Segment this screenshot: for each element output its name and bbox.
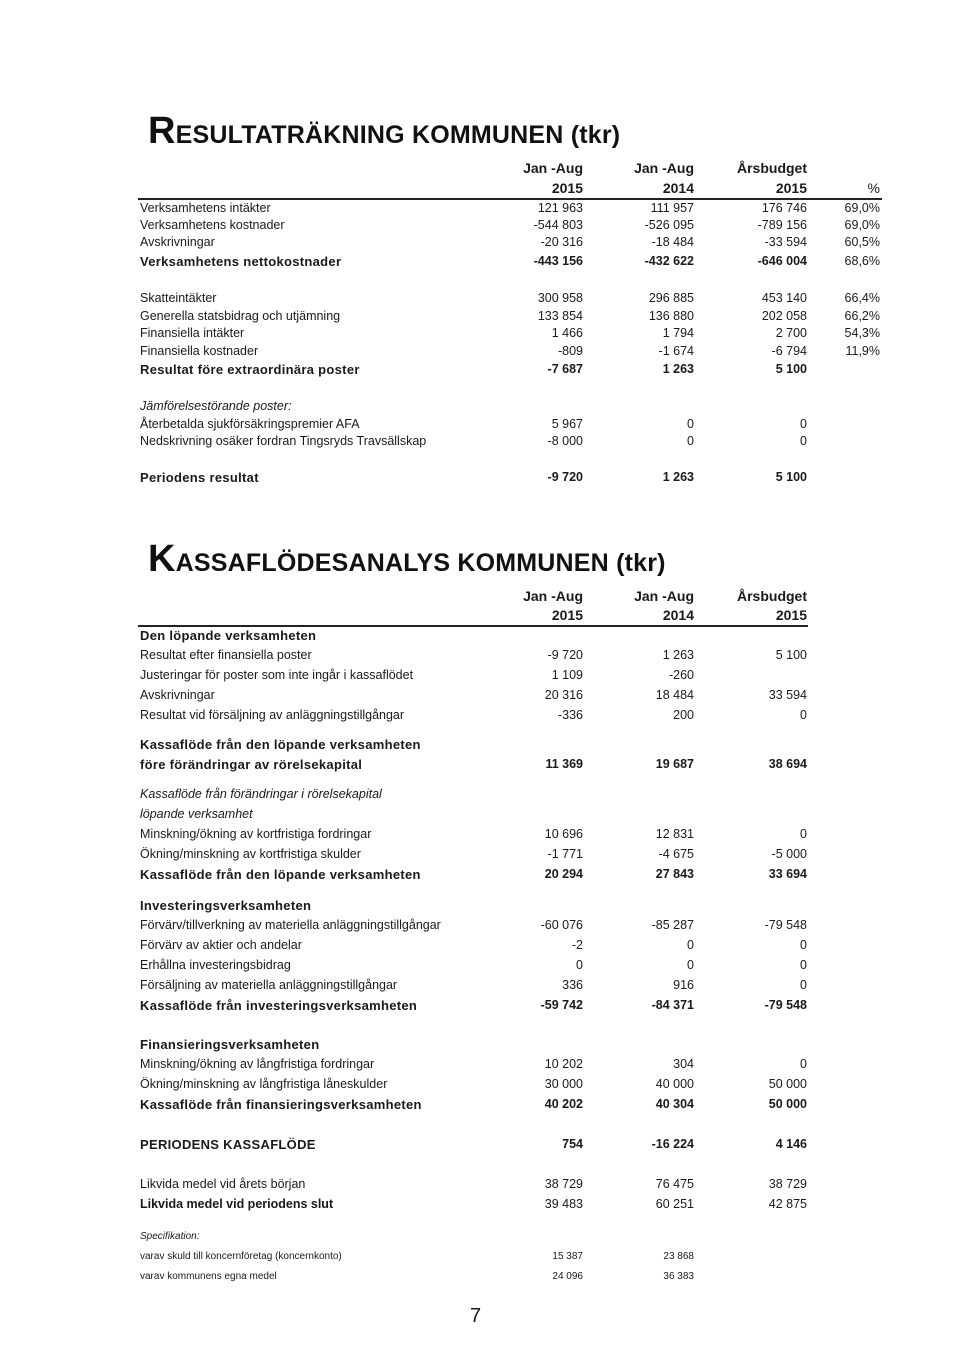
table-cell: 0 xyxy=(687,417,694,431)
resultat-col3-header-year: 2015 xyxy=(775,180,807,196)
table-cell: 40 000 xyxy=(655,1077,694,1091)
resultat-title-rest: ESULTATRÄKNING KOMMUNEN (tkr) xyxy=(175,121,621,149)
table-cell: -5 000 xyxy=(771,847,807,861)
table-row-label: Minskning/ökning av långfristiga fordringar xyxy=(140,1057,375,1071)
table-cell: -336 xyxy=(557,708,583,722)
table-cell: 40 304 xyxy=(655,1097,694,1111)
table-cell: 304 xyxy=(673,1057,694,1071)
table-cell: 30 000 xyxy=(544,1077,583,1091)
table-cell: 20 316 xyxy=(544,688,583,702)
table-row-label: Generella statsbidrag och utjämning xyxy=(140,309,341,323)
table-cell: 916 xyxy=(673,978,694,992)
table-cell: 38 694 xyxy=(768,757,807,771)
table-cell: 300 958 xyxy=(537,291,583,305)
table-cell: 69,0% xyxy=(844,218,880,232)
table-cell: 33 594 xyxy=(768,688,807,702)
table-cell: 0 xyxy=(687,958,694,972)
table-cell: 1 794 xyxy=(662,326,694,340)
table-cell: 69,0% xyxy=(844,201,880,215)
table-row-label: Verksamhetens intäkter xyxy=(140,201,271,215)
table-cell: 5 100 xyxy=(775,470,807,484)
table-cell: -544 803 xyxy=(533,218,583,232)
table-cell: -260 xyxy=(668,668,694,682)
kassa-col2-header-top: Jan -Aug xyxy=(634,588,694,604)
table-cell: 18 484 xyxy=(655,688,694,702)
table-cell: 11 369 xyxy=(545,757,583,771)
table-cell: -1 674 xyxy=(658,344,694,358)
table-cell: 4 146 xyxy=(775,1137,807,1151)
table-cell: 23 868 xyxy=(663,1251,694,1262)
table-row-label: Resultat efter finansiella poster xyxy=(140,648,312,662)
kassa-col1-header-year: 2015 xyxy=(551,607,583,623)
table-row-label: Den löpande verksamheten xyxy=(140,628,317,643)
table-cell: 40 202 xyxy=(544,1097,583,1111)
table-cell: 0 xyxy=(800,978,807,992)
resultat-col2-header-top: Jan -Aug xyxy=(634,160,694,176)
table-cell: 1 263 xyxy=(662,362,694,376)
table-cell: 0 xyxy=(800,1057,807,1071)
table-cell: -526 095 xyxy=(644,218,694,232)
table-cell: -85 287 xyxy=(651,918,694,932)
table-cell: -646 004 xyxy=(757,254,807,268)
table-cell: -9 720 xyxy=(547,470,583,484)
table-row-label: Nedskrivning osäker fordran Tingsryds Travsällskap xyxy=(140,434,427,448)
resultat-col2-header-year: 2014 xyxy=(662,180,694,196)
table-cell: 0 xyxy=(687,434,694,448)
resultat-title xyxy=(148,110,620,153)
table-row-label: Likvida medel vid årets början xyxy=(140,1177,306,1191)
table-cell: 10 202 xyxy=(544,1057,583,1071)
table-row-label: Återbetalda sjukförsäkringspremier AFA xyxy=(140,417,360,431)
table-cell: 2 700 xyxy=(775,326,807,340)
table-cell: 54,3% xyxy=(844,326,880,340)
table-cell: -4 675 xyxy=(658,847,694,861)
table-cell: 296 885 xyxy=(648,291,694,305)
table-cell: 121 963 xyxy=(537,201,583,215)
table-row-label: Verksamhetens nettokostnader xyxy=(140,254,342,269)
table-cell: 336 xyxy=(562,978,583,992)
table-cell: 0 xyxy=(800,827,807,841)
table-row-label: Kassaflöde från förändringar i rörelsekapital xyxy=(140,787,382,801)
resultat-col1-header-year: 2015 xyxy=(551,180,583,196)
table-cell: 60,5% xyxy=(844,235,880,249)
table-cell: 5 100 xyxy=(775,362,807,376)
table-cell: 202 058 xyxy=(761,309,807,323)
table-row-label: Finansiella intäkter xyxy=(140,326,245,340)
table-cell: 33 694 xyxy=(768,867,807,881)
table-row-label: Jämförelsestörande poster: xyxy=(140,399,292,413)
table-cell: -432 622 xyxy=(644,254,694,268)
table-row-label: Avskrivningar xyxy=(140,235,215,249)
table-cell: 38 729 xyxy=(544,1177,583,1191)
table-cell: 453 140 xyxy=(761,291,807,305)
table-cell: -443 156 xyxy=(533,254,583,268)
table-cell: 27 843 xyxy=(655,867,694,881)
table-row-label: Likvida medel vid periodens slut xyxy=(140,1197,334,1211)
resultat-header-rule xyxy=(138,198,882,200)
table-cell: -20 316 xyxy=(540,235,583,249)
table-cell: -84 371 xyxy=(651,998,694,1012)
table-cell: 76 475 xyxy=(655,1177,694,1191)
table-row-label: Försäljning av materiella anläggningstillgångar xyxy=(140,978,398,992)
resultat-title-initial: R xyxy=(148,110,176,152)
page-number: 7 xyxy=(470,1305,482,1327)
table-cell: 50 000 xyxy=(768,1097,807,1111)
table-cell: 19 687 xyxy=(655,757,694,771)
table-cell: -79 548 xyxy=(764,918,807,932)
kassa-col3-header-top: Årsbudget xyxy=(737,588,807,604)
table-row-label: Erhållna investeringsbidrag xyxy=(140,958,291,972)
table-cell: -16 224 xyxy=(651,1137,694,1151)
table-cell: 0 xyxy=(576,958,583,972)
table-cell: 15 387 xyxy=(552,1251,583,1262)
table-cell: 5 100 xyxy=(775,648,807,662)
table-cell: 50 000 xyxy=(768,1077,807,1091)
table-cell: 0 xyxy=(800,938,807,952)
table-row-label: Investeringsverksamheten xyxy=(140,898,312,913)
table-row-label: Kassaflöde från investeringsverksamheten xyxy=(140,998,418,1013)
table-cell: -33 594 xyxy=(764,235,807,249)
table-cell: -2 xyxy=(571,938,583,952)
table-cell: -18 484 xyxy=(651,235,694,249)
table-row-label: Förvärv/tillverkning av materiella anläggningstillgångar xyxy=(140,918,441,932)
table-cell: 0 xyxy=(800,708,807,722)
table-cell: 0 xyxy=(687,938,694,952)
table-row-label: Kassaflöde från den löpande verksamheten xyxy=(140,867,421,882)
table-row-label: Justeringar för poster som inte ingår i kassaflödet xyxy=(140,668,414,682)
table-row-label: Finansiella kostnader xyxy=(140,344,259,358)
table-cell: 5 967 xyxy=(551,417,583,431)
table-row-label: Avskrivningar xyxy=(140,688,215,702)
table-cell: 176 746 xyxy=(761,201,807,215)
table-cell: 200 xyxy=(673,708,694,722)
table-cell: 11,9% xyxy=(845,344,880,358)
resultat-col4-header-percent: % xyxy=(867,180,880,196)
table-row-label: Resultat före extraordinära poster xyxy=(140,362,360,377)
kassa-col1-header-top: Jan -Aug xyxy=(523,588,583,604)
table-cell: 133 854 xyxy=(537,309,583,323)
kassa-col2-header-year: 2014 xyxy=(662,607,694,623)
table-row-label: Verksamhetens kostnader xyxy=(140,218,285,232)
table-row-label: Periodens resultat xyxy=(140,470,259,485)
resultat-col3-header-top: Årsbudget xyxy=(737,160,807,176)
table-cell: 1 263 xyxy=(662,470,694,484)
table-cell: 36 383 xyxy=(663,1271,694,1282)
kassa-col3-header-year: 2015 xyxy=(775,607,807,623)
table-cell: 66,4% xyxy=(844,291,880,305)
table-row-label: varav kommunens egna medel xyxy=(140,1271,277,1282)
table-row-label: Resultat vid försäljning av anläggningstillgångar xyxy=(140,708,405,722)
table-cell: 42 875 xyxy=(768,1197,807,1211)
table-row-label: Ökning/minskning av långfristiga låneskulder xyxy=(140,1077,388,1091)
resultat-col1-header-top: Jan -Aug xyxy=(523,160,583,176)
table-row-label: Minskning/ökning av kortfristiga fordringar xyxy=(140,827,372,841)
kassa-header-rule xyxy=(138,625,808,627)
table-row-label: före förändringar av rörelsekapital xyxy=(140,757,363,772)
table-cell: 754 xyxy=(562,1137,583,1151)
table-cell: -79 548 xyxy=(764,998,807,1012)
table-row-label: PERIODENS KASSAFLÖDE xyxy=(140,1137,316,1152)
kassa-title xyxy=(148,538,666,581)
table-cell: -60 076 xyxy=(540,918,583,932)
table-row-label: Specifikation: xyxy=(140,1231,200,1242)
kassa-title-initial: K xyxy=(148,538,176,580)
table-row-label: Kassaflöde från finansieringsverksamheten xyxy=(140,1097,422,1112)
kassa-title-rest: ASSAFLÖDESANALYS KOMMUNEN (tkr) xyxy=(175,549,666,577)
table-cell: 1 109 xyxy=(551,668,583,682)
table-cell: 0 xyxy=(800,434,807,448)
table-row-label: Kassaflöde från den löpande verksamheten xyxy=(140,737,421,752)
table-cell: -1 771 xyxy=(547,847,583,861)
table-row-label: löpande verksamhet xyxy=(140,807,253,821)
table-cell: 136 880 xyxy=(648,309,694,323)
table-cell: 10 696 xyxy=(544,827,583,841)
table-row-label: Finansieringsverksamheten xyxy=(140,1037,320,1052)
table-cell: -9 720 xyxy=(547,648,583,662)
table-cell: -7 687 xyxy=(547,362,583,376)
table-cell: 111 957 xyxy=(650,201,694,215)
table-cell: 24 096 xyxy=(552,1271,583,1282)
table-cell: 12 831 xyxy=(655,827,694,841)
table-cell: 68,6% xyxy=(844,254,880,268)
table-cell: -8 000 xyxy=(547,434,583,448)
table-cell: 1 263 xyxy=(662,648,694,662)
table-row-label: Skatteintäkter xyxy=(140,291,217,305)
table-cell: 66,2% xyxy=(844,309,880,323)
table-row-label: Förvärv av aktier och andelar xyxy=(140,938,302,952)
table-cell: 38 729 xyxy=(768,1177,807,1191)
table-row-label: varav skuld till koncernföretag (koncernkonto) xyxy=(140,1251,342,1262)
table-cell: -6 794 xyxy=(771,344,807,358)
table-cell: -809 xyxy=(557,344,583,358)
table-cell: 0 xyxy=(800,417,807,431)
table-cell: 60 251 xyxy=(655,1197,694,1211)
table-cell: 0 xyxy=(800,958,807,972)
table-cell: 39 483 xyxy=(544,1197,583,1211)
table-cell: 20 294 xyxy=(544,867,583,881)
table-cell: 1 466 xyxy=(551,326,583,340)
table-row-label: Ökning/minskning av kortfristiga skulder xyxy=(140,847,361,861)
table-cell: -789 156 xyxy=(757,218,807,232)
table-cell: -59 742 xyxy=(540,998,583,1012)
